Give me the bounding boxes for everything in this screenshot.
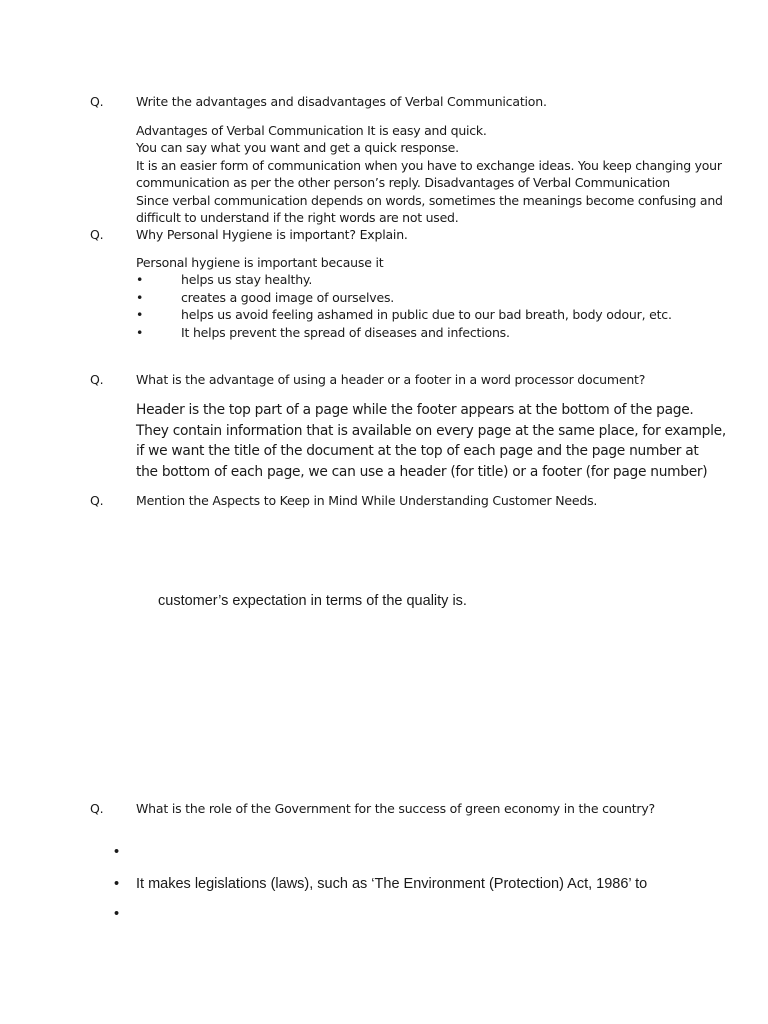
question-3: What is the advantage of using a header or a footer in a word processor document? xyxy=(136,372,646,387)
question-5: What is the role of the Government for the success of green economy in the country? xyxy=(136,801,655,816)
answer-1-line: Since verbal communication depends on words, sometimes the meanings become confusing and xyxy=(136,192,723,208)
list-item xyxy=(114,876,648,892)
answer-3 xyxy=(136,400,726,482)
question-marker: Q. xyxy=(90,94,104,109)
question-marker: Q. xyxy=(90,227,104,242)
answer-3-line: if we want the title of the document at the top of each page and the page number at xyxy=(136,443,699,460)
answer-1-line: It is an easier form of communication when you have to exchange ideas. You keep changing your xyxy=(136,157,722,173)
bullet-icon: • xyxy=(136,325,144,340)
question-4: Mention the Aspects to Keep in Mind While Understanding Customer Needs. xyxy=(136,493,598,508)
bullet-icon: • xyxy=(114,844,120,860)
list-item-text: It makes legislations (laws), such as ‘The Environment (Protection) Act, 1986’ to xyxy=(136,876,648,892)
bullet-icon: • xyxy=(114,876,120,892)
list-item xyxy=(114,906,119,922)
answer-3-line: the bottom of each page, we can use a header (for title) or a footer (for page number) xyxy=(136,463,708,480)
bullet-icon: • xyxy=(136,272,144,287)
list-item xyxy=(114,844,119,860)
answer-1-line: You can say what you want and get a quick response. xyxy=(136,140,459,156)
question-marker: Q. xyxy=(90,801,104,816)
question-marker: Q. xyxy=(90,372,104,387)
question-marker: Q. xyxy=(90,493,104,508)
list-item-text: It helps prevent the spread of diseases and infections. xyxy=(181,325,510,340)
bullet-icon: • xyxy=(136,290,144,305)
question-1: Write the advantages and disadvantages of Verbal Communication. xyxy=(136,94,547,109)
answer-3-line: They contain information that is available on every page at the same place, for example, xyxy=(136,422,726,439)
bullet-icon: • xyxy=(136,307,144,322)
answer-3-line: Header is the top part of a page while the footer appears at the bottom of the page. xyxy=(136,402,694,418)
answer-4-fragment: customer’s expectation in terms of the quality is. xyxy=(158,593,467,609)
answer-1-line: communication as per the other person’s reply. Disadvantages of Verbal Communication xyxy=(136,175,670,191)
answer-1-line: Advantages of Verbal Communication It is easy and quick. xyxy=(136,123,487,138)
bullet-icon: • xyxy=(114,906,120,922)
list-item-text: creates a good image of ourselves. xyxy=(181,290,395,305)
question-2: Why Personal Hygiene is important? Explain. xyxy=(136,227,408,242)
answer-1-line: difficult to understand if the right words are not used. xyxy=(136,210,459,226)
list-item-text: helps us stay healthy. xyxy=(181,272,313,287)
answer-1 xyxy=(136,122,723,226)
answer-2-intro: Personal hygiene is important because it xyxy=(136,255,384,270)
list-item-text: helps us avoid feeling ashamed in public due to our bad breath, body odour, etc. xyxy=(181,307,672,322)
